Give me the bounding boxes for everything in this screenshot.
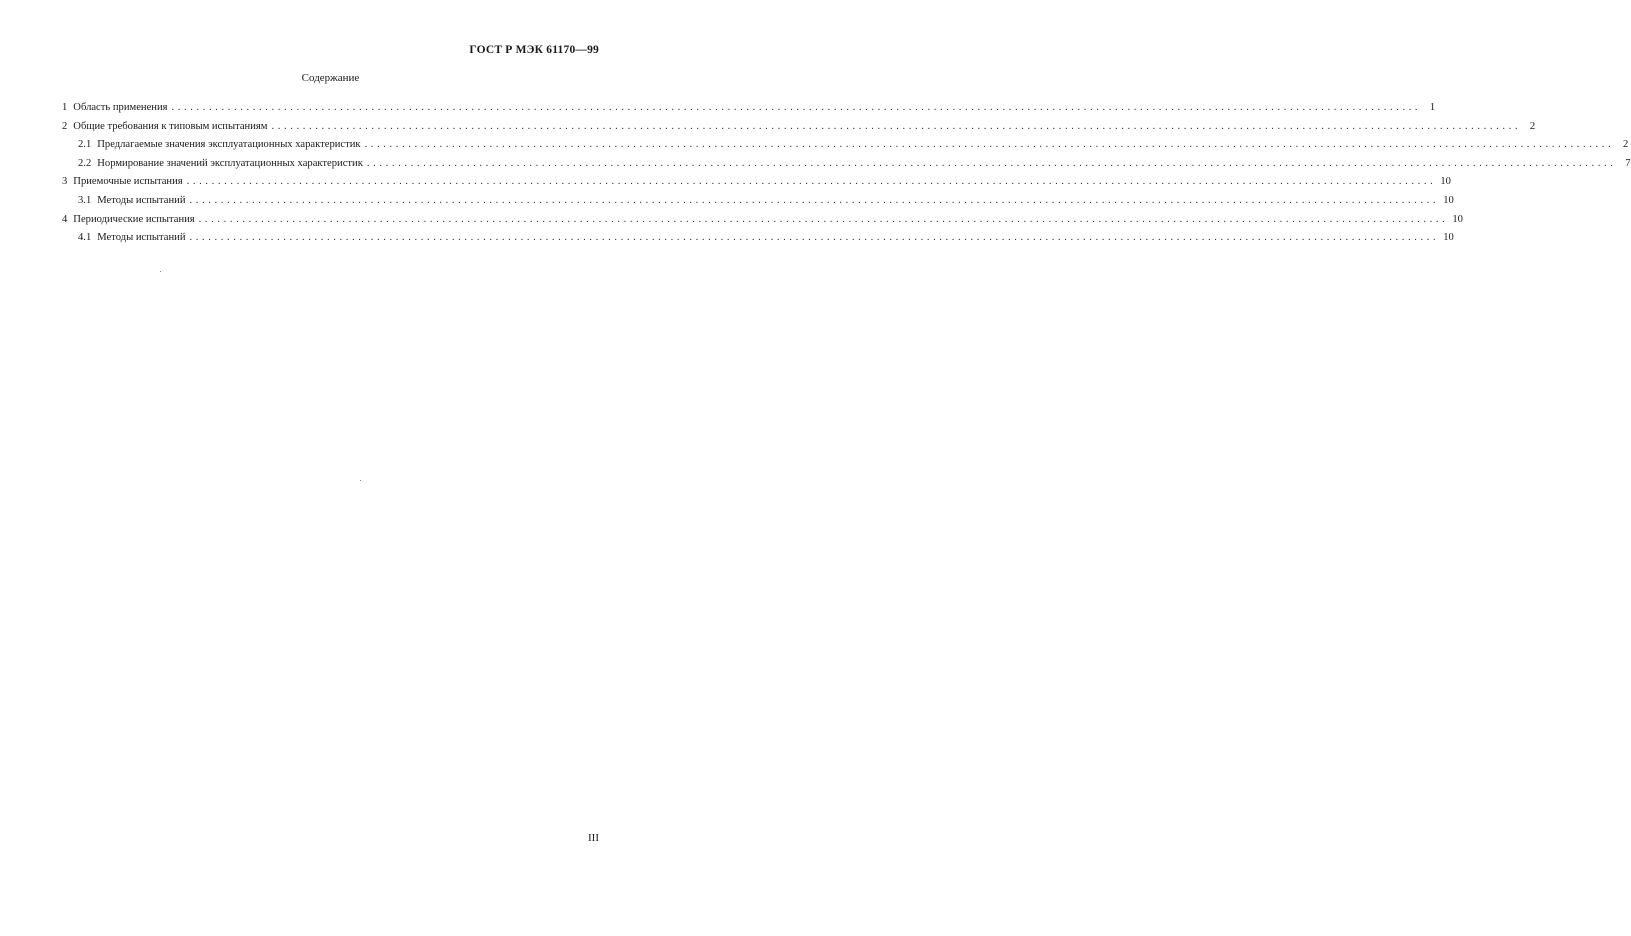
toc-entry-label: Методы испытаний <box>97 232 186 244</box>
toc-leader-dots: ........................................................................................................................................................................................................ <box>189 194 1440 206</box>
toc-entry-number: 4 <box>62 213 68 225</box>
scan-speck <box>360 480 361 481</box>
toc-entry-number: 4.1 <box>78 232 92 244</box>
toc-entry-number: 3.1 <box>78 194 92 206</box>
toc-leader-dots: ........................................................................................................................................................................................................ <box>189 232 1440 244</box>
toc-entry-label: Периодические испытания <box>73 213 195 225</box>
toc-entry-label: Общие требования к типовым испытаниям <box>73 120 268 132</box>
toc-leader-dots: ........................................................................................................................................................................................................ <box>198 213 1449 225</box>
toc-entry-number: 3 <box>62 176 68 188</box>
toc-entry-2-2[interactable] <box>62 157 1631 177</box>
toc-title: Содержание <box>301 72 360 84</box>
toc-entry-3-1[interactable] <box>62 194 1454 214</box>
toc-leader-dots: ........................................................................................................................................................................................................ <box>186 176 1437 188</box>
toc-leader-dots: ........................................................................................................................................................................................................ <box>171 102 1422 113</box>
toc-entry-2-1[interactable] <box>62 139 1629 158</box>
toc-entry-label: Методы испытаний <box>97 194 186 206</box>
toc-entry-number: 2 <box>62 120 68 132</box>
toc-entry-number: 2.2 <box>78 157 92 169</box>
toc-leader-dots: ........................................................................................................................................................................................................ <box>364 139 1615 151</box>
toc-entry-page: 10 <box>1443 232 1454 244</box>
toc-entry-1[interactable] <box>62 102 1436 121</box>
table-of-contents <box>62 102 1631 251</box>
toc-entry-label: Область применения <box>73 102 168 113</box>
toc-entry-4[interactable] <box>62 213 1463 233</box>
toc-entry-page: 2 <box>1622 139 1629 151</box>
toc-entry-page: 10 <box>1443 194 1454 206</box>
toc-entry-number: 1 <box>62 102 68 113</box>
scan-speck <box>160 271 161 272</box>
page-number: III <box>588 832 599 844</box>
toc-entry-page: 2 <box>1529 120 1536 132</box>
toc-leader-dots: ........................................................................................................................................................................................................ <box>366 157 1617 169</box>
toc-entry-number: 2.1 <box>78 139 92 151</box>
toc-entry-label: Приемочные испытания <box>73 176 183 188</box>
toc-entry-label: Нормирование значений эксплуатационных характеристик <box>97 157 363 169</box>
toc-entry-4-1[interactable] <box>62 232 1454 251</box>
toc-entry-page: 10 <box>1452 213 1463 225</box>
toc-entry-label: Предлагаемые значения эксплуатационных характеристик <box>97 139 361 151</box>
toc-entry-page: 7 <box>1625 157 1631 169</box>
toc-entry-2[interactable] <box>62 120 1536 140</box>
toc-entry-3[interactable] <box>62 176 1451 195</box>
toc-entry-page: 1 <box>1429 102 1436 113</box>
toc-entry-page: 10 <box>1440 176 1451 188</box>
toc-leader-dots: ........................................................................................................................................................................................................ <box>271 120 1522 132</box>
document-code: ГОСТ Р МЭК 61170—99 <box>469 44 599 56</box>
